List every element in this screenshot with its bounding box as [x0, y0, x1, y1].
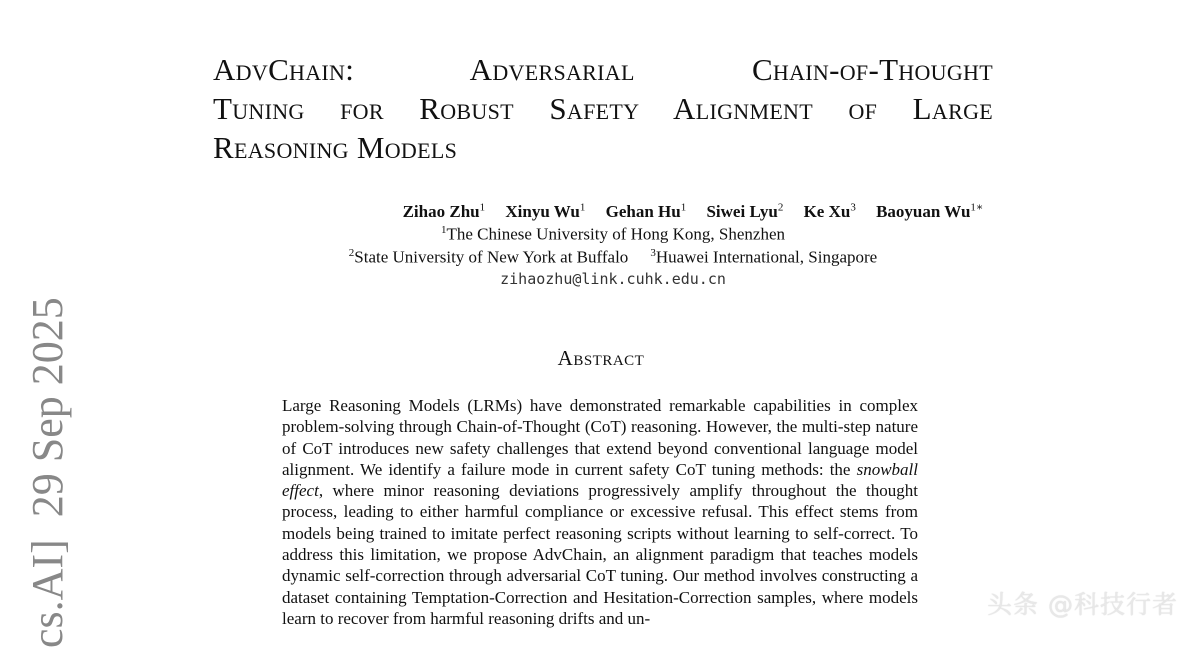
author-list [213, 200, 1173, 222]
arxiv-category: cs.AI] [23, 539, 72, 648]
author-name: Xinyu Wu [505, 201, 580, 221]
author-affiliation-mark: 2 [777, 201, 784, 213]
affiliation-line-2 [213, 247, 1013, 268]
title-line-1 [213, 50, 993, 89]
title-word: Tuning [213, 91, 305, 126]
author-name: Gehan Hu [605, 201, 681, 221]
watermark: 头条 @科技行者 [987, 590, 1178, 619]
author [804, 202, 856, 221]
title-word: Large [912, 91, 993, 126]
abstract-text: , where minor reasoning deviations progressively amplify throughout the thought process, leading to either harmful compliance or excessive refusal. This effect stems from models being trained to imitate perfect reasoning scripts without learning to self-correct. To address this limitation, we propose AdvChain, an alignment paradigm that teaches models dynamic self-correction through adversarial CoT tuning. Our method involves constructing a dataset containing Temptation-Correction and Hesitation-Correction samples, where models learn to recover from harmful reasoning drifts and un- [282, 481, 918, 628]
author [706, 202, 783, 221]
author [505, 202, 585, 221]
title-word: AdvChain: [213, 52, 355, 87]
arxiv-stamp [23, 297, 72, 648]
affiliation-mark: 2 [348, 247, 355, 259]
author [403, 202, 486, 221]
author-affiliation-mark: 3 [850, 201, 856, 213]
title-word: for [340, 91, 384, 126]
abstract-emphasis: snowball effect [282, 459, 918, 501]
paper-title [213, 50, 993, 167]
author-affiliation-mark: 1 [579, 201, 586, 213]
abstract-body [282, 395, 918, 629]
author [876, 202, 983, 221]
author-affiliation-mark: 1∗ [970, 201, 984, 213]
author-name: Siwei Lyu [706, 201, 778, 221]
author-name: Zihao Zhu [402, 201, 480, 221]
author [606, 202, 687, 221]
title-word: Safety [549, 91, 640, 126]
author-affiliation-mark: 1 [680, 201, 687, 213]
author-affiliation-mark: 1 [479, 201, 486, 213]
abstract-text: Large Reasoning Models (LRMs) have demonstrated remarkable capabilities in complex problem-solving through Chain-of-Thought (CoT) reasoning. However, the multi-step nature of CoT introduces new safety challenges that extend beyond conventional language model alignment. We identify a failure mode in current safety CoT tuning methods: the [282, 396, 918, 479]
arxiv-date: 29 Sep 2025 [23, 297, 72, 518]
title-line-3: Reasoning Models [213, 130, 458, 165]
title-word: Chain-of-Thought [751, 52, 993, 87]
title-word: of [848, 91, 878, 126]
title-word: Robust [419, 91, 514, 126]
affiliation: The Chinese University of Hong Kong, Shenzhen [446, 224, 786, 244]
affiliation: State University of New York at Buffalo [354, 247, 629, 267]
affiliation-mark: 1 [440, 224, 447, 236]
abstract-heading: Abstract [557, 346, 645, 370]
author-name: Ke Xu [803, 201, 851, 221]
title-word: Adversarial [469, 52, 635, 87]
author-name: Baoyuan Wu [876, 201, 971, 221]
title-word: Alignment [673, 91, 813, 126]
affiliation-mark: 3 [650, 247, 656, 259]
title-line-2 [213, 89, 993, 128]
affiliation: Huawei International, Singapore [655, 247, 878, 267]
author-email[interactable]: zihaozhu@link.cuhk.edu.cn [500, 270, 726, 288]
affiliation-line-1 [213, 224, 1013, 245]
